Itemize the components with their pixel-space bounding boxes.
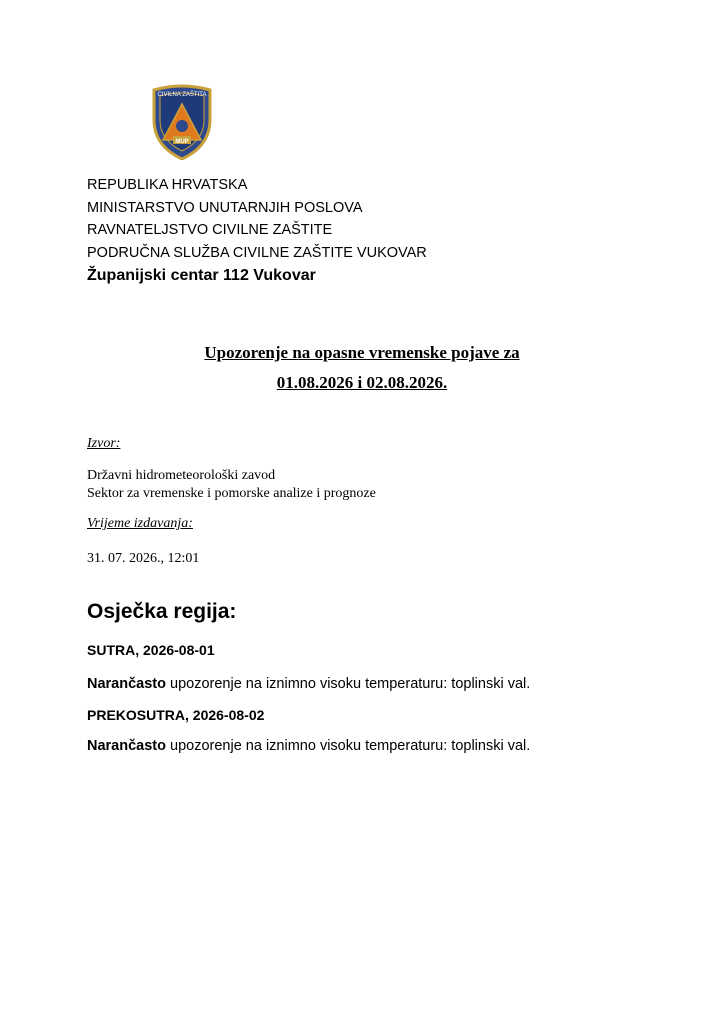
- source-label: Izvor:: [87, 436, 121, 451]
- header-block: [87, 174, 427, 288]
- header-line-directorate: RAVNATELJSTVO CIVILNE ZAŠTITE: [87, 222, 333, 238]
- warning-tomorrow: [87, 676, 530, 692]
- header-line-office: PODRUČNA SLUŽBA CIVILNE ZAŠTITE VUKOVAR: [87, 244, 427, 261]
- header-line-center: Županijski centar 112 Vukovar: [87, 267, 316, 284]
- svg-text:CIVILNA ZAŠTITA: CIVILNA ZAŠTITA: [157, 92, 207, 98]
- civilna-zastita-logo: [151, 84, 213, 160]
- warning-level: Narančasto: [87, 676, 166, 692]
- header-line-ministry: MINISTARSTVO UNUTARNJIH POSLOVA: [87, 199, 363, 216]
- source-sector: Sektor za vremenske i pomorske analize i prognoze: [87, 486, 376, 501]
- source-institution: Državni hidrometeorološki zavod: [87, 468, 276, 483]
- day-heading-tomorrow: SUTRA, 2026-08-01: [87, 642, 215, 658]
- document-title-line2: 01.08.2026 i 02.08.2026.: [276, 373, 448, 392]
- warning-text: upozorenje na iznimno visoku temperaturu: toplinski val.: [165, 738, 531, 754]
- svg-text:MUP: MUP: [175, 139, 189, 145]
- day-heading-day-after: PREKOSUTRA, 2026-08-02: [87, 707, 265, 723]
- warning-day-after: [87, 738, 530, 754]
- warning-text: upozorenje na iznimno visoku temperaturu: toplinski val.: [165, 676, 531, 692]
- warning-level: Narančasto: [87, 738, 166, 754]
- issued-label: Vrijeme izdavanja:: [87, 516, 193, 531]
- document-title-line1: Upozorenje na opasne vremenske pojave za: [204, 343, 520, 362]
- region-heading: Osječka regija:: [87, 600, 237, 623]
- issued-value: 31. 07. 2026., 12:01: [87, 551, 200, 566]
- header-line-country: REPUBLIKA HRVATSKA: [87, 177, 248, 193]
